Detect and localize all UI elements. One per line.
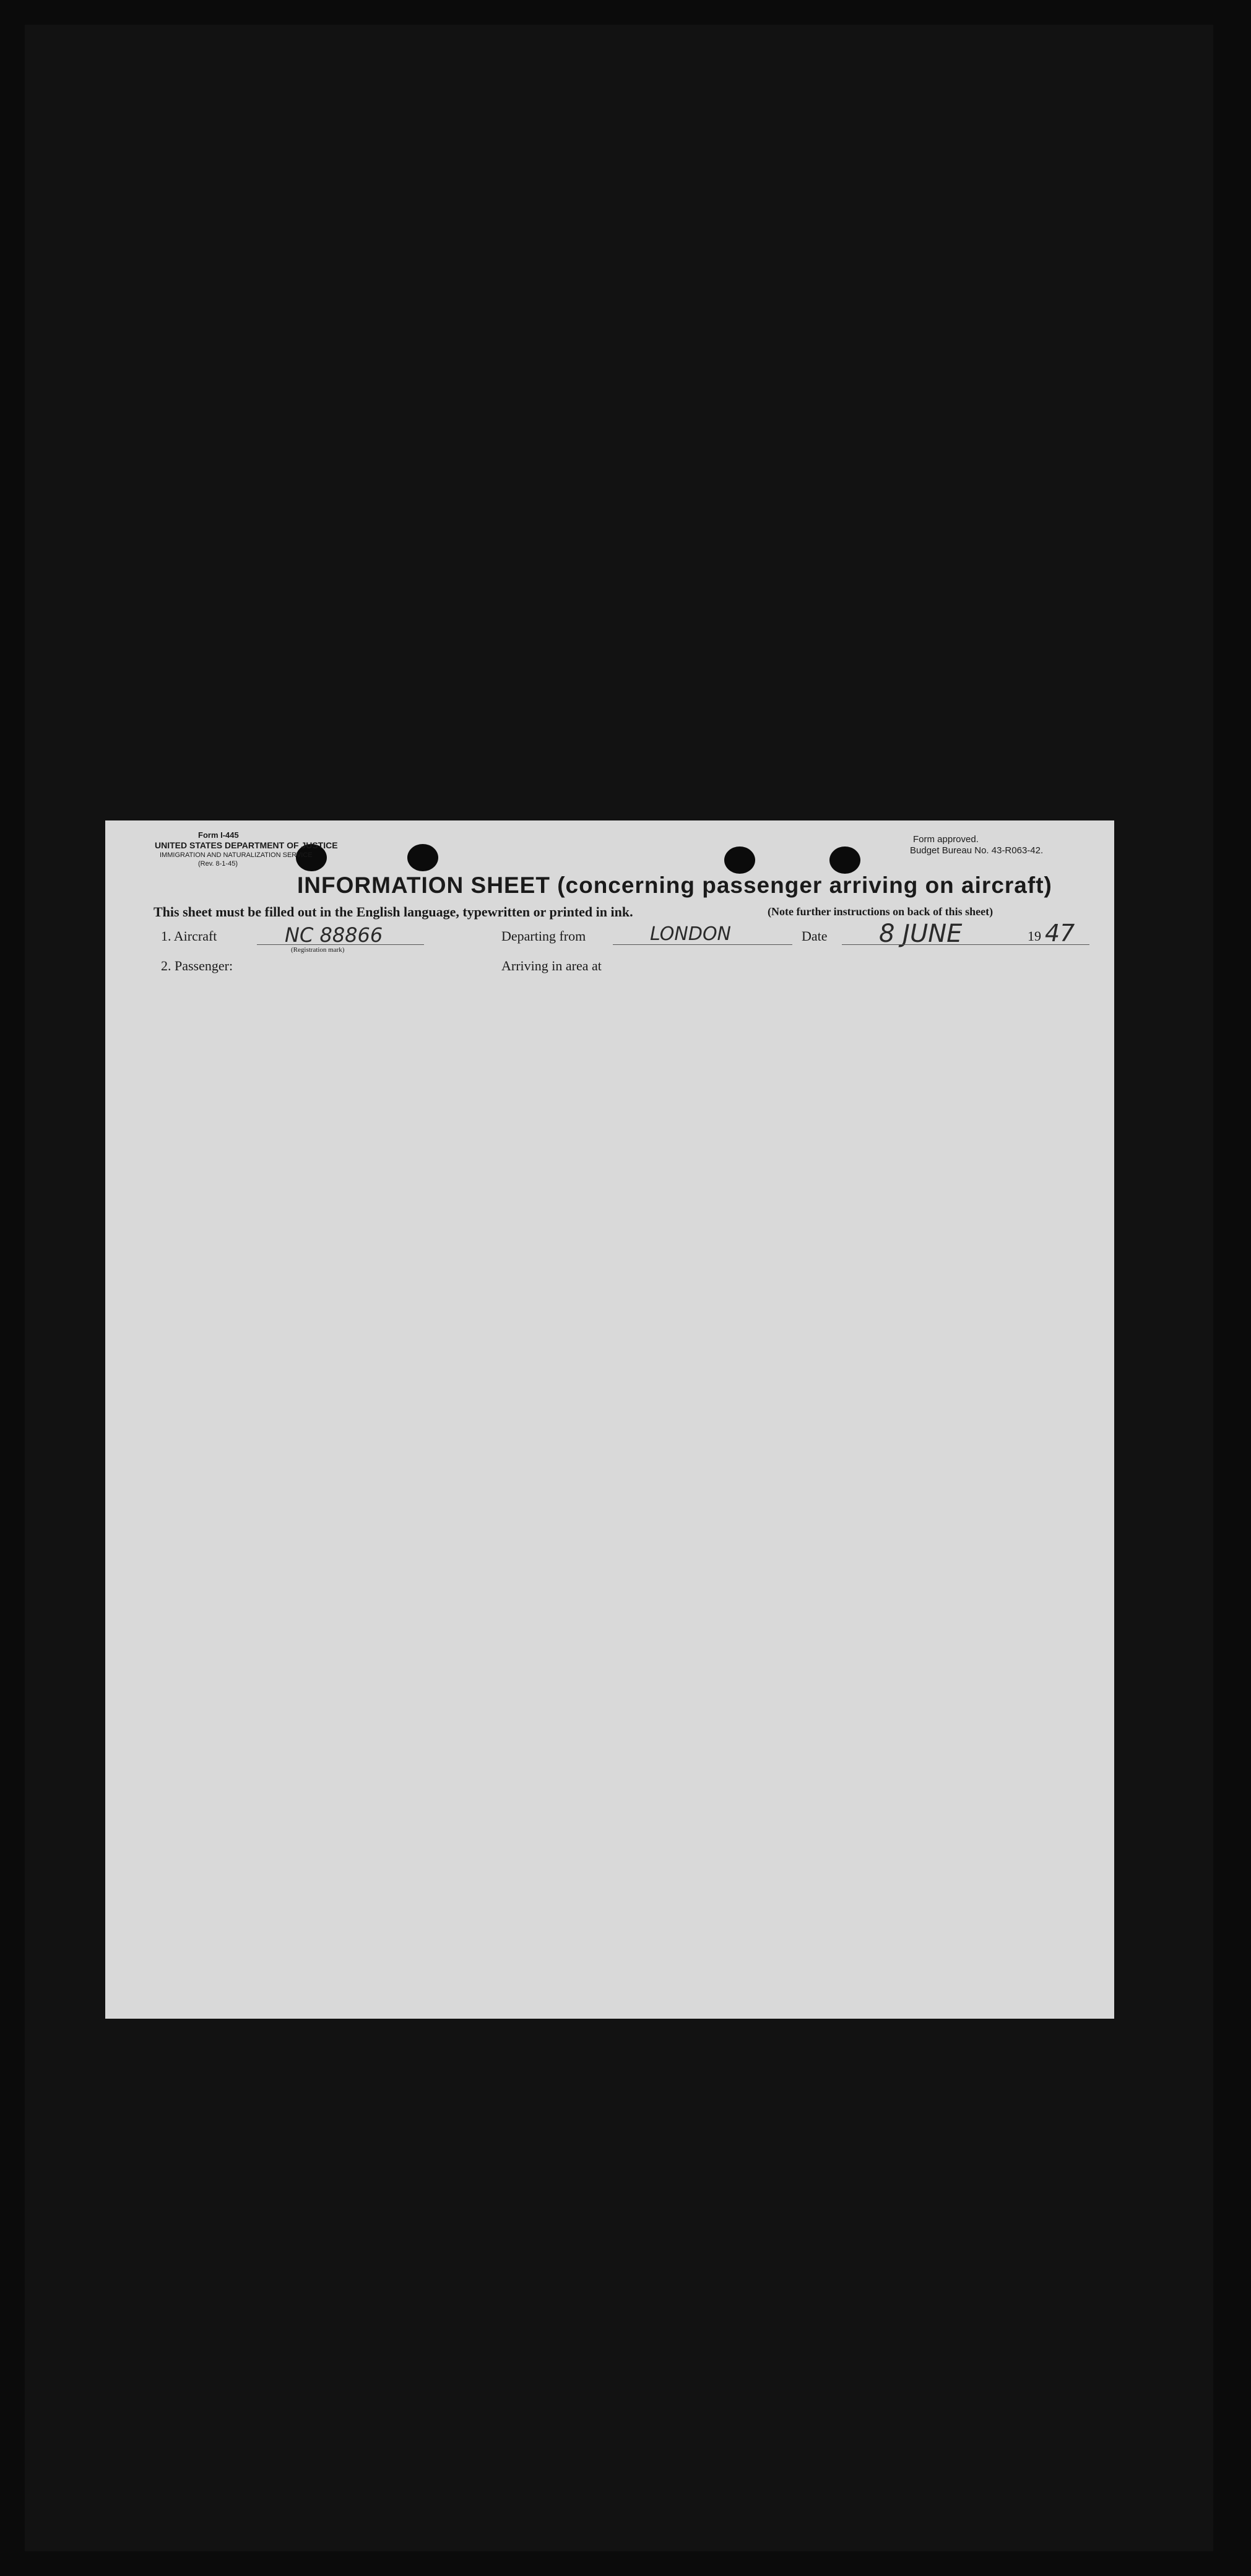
departure-date: 8 JUNE [879, 920, 963, 948]
punch-hole [724, 846, 755, 874]
form-note: (Note further instructions on back of this sheet) [768, 905, 993, 918]
budget-bureau: Budget Bureau No. 43-R063-42. [910, 845, 1044, 856]
punch-hole [829, 846, 860, 874]
revision-date: (Rev. 8-1-45) [198, 860, 238, 868]
punch-hole [407, 844, 438, 871]
passenger-label: 2. Passenger: [161, 958, 233, 973]
aircraft-value: NC 88866 [285, 923, 383, 947]
departing-value: LONDON [650, 923, 732, 945]
arriving-label: Arriving in area at [501, 958, 602, 973]
form-number: Form I-445 [198, 830, 239, 840]
departing-label: Departing from [501, 928, 586, 944]
aircraft-label: 1. Aircraft [161, 928, 217, 944]
year-prefix: 19 [1028, 928, 1041, 944]
form-instruction: This sheet must be filled out in the English language, typewritten or printed in ink. [154, 904, 633, 920]
department-line: UNITED STATES DEPARTMENT OF JUSTICE [155, 840, 338, 850]
form-title: INFORMATION SHEET (concerning passenger arriving on aircraft) [297, 872, 1052, 898]
form-approved: Form approved. [913, 834, 979, 845]
departure-year: 47 [1045, 920, 1075, 947]
service-line: IMMIGRATION AND NATURALIZATION SERVICE [160, 851, 313, 859]
information-sheet-form [105, 820, 1114, 2019]
registration-label: (Registration mark) [291, 946, 345, 954]
date-label: Date [802, 928, 828, 944]
